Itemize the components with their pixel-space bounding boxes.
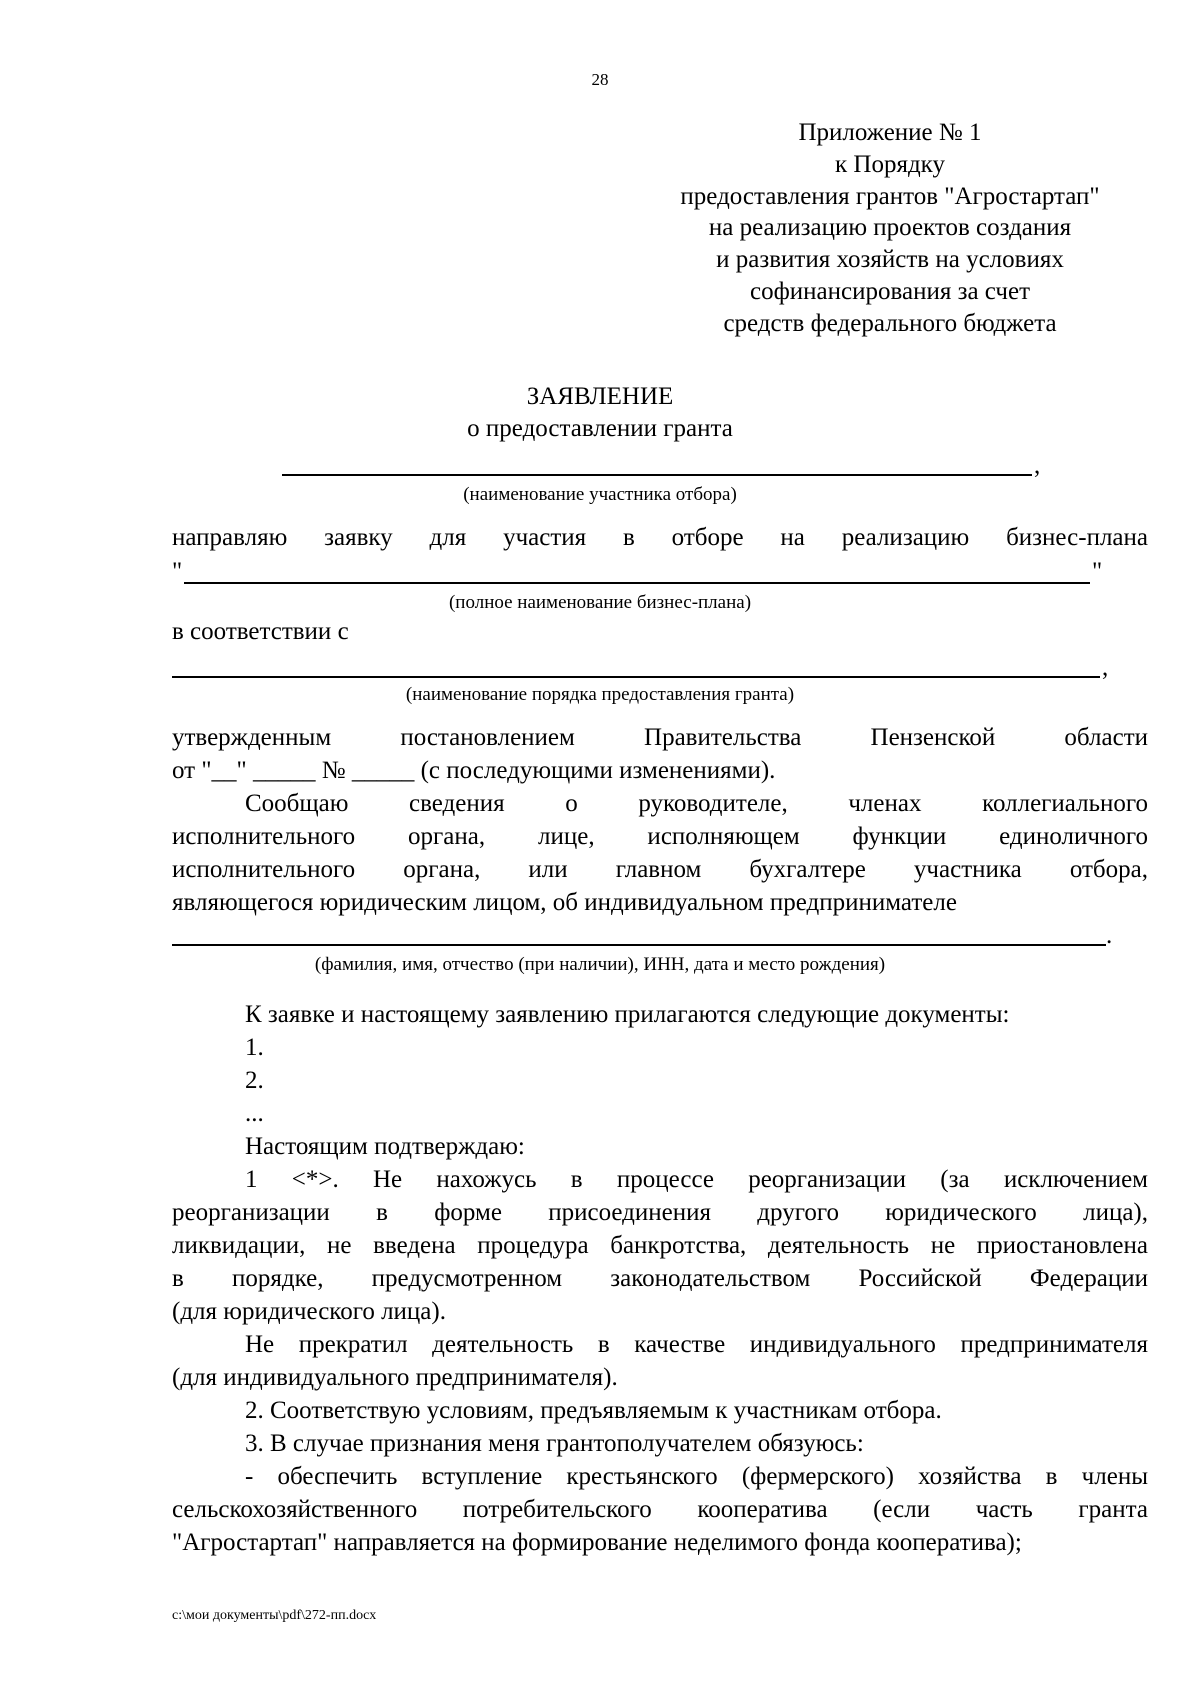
procedure-name-comma: , <box>1102 654 1109 681</box>
footer-file-path: c:\мои документы\pdf\272-пп.docx <box>172 1608 377 1623</box>
page-number: 28 <box>591 70 609 89</box>
info-paragraph-line: исполнительного органа, лице, исполняющем функции единоличного <box>172 823 1148 850</box>
appendix-line: на реализацию проектов создания <box>708 214 1072 242</box>
item1-line: реорганизации в форме присоединения другого юридического лица), <box>172 1199 1148 1226</box>
documents-list-item: 2. <box>245 1067 264 1094</box>
appendix-line: и развития хозяйств на условиях <box>716 246 1064 274</box>
appendix-line: Приложение № 1 <box>798 119 982 146</box>
procedure-name-line <box>172 676 1100 678</box>
business-plan-quote-close: " <box>1092 558 1103 585</box>
documents-list-item: 1. <box>245 1034 264 1061</box>
business-plan-quote-open: " <box>172 558 183 585</box>
person-details-dot: . <box>1106 922 1113 949</box>
confirm-intro: Настоящим подтверждаю: <box>245 1133 525 1160</box>
obligation-line: - обеспечить вступление крестьянского (фермерского) хозяйства в члены <box>245 1463 1148 1490</box>
person-details-line <box>172 944 1106 946</box>
ip-line: Не прекратил деятельность в качестве индивидуального предпринимателя <box>245 1331 1148 1358</box>
obligation-line: "Агростартап" направляется на формирование неделимого фонда кооператива); <box>172 1529 1022 1556</box>
approved-date-line: от "__" _____ № _____ (с последующими изменениями). <box>172 757 776 784</box>
obligation-line: сельскохозяйственного потребительского кооператива (если часть гранта <box>172 1496 1148 1523</box>
info-paragraph-line: исполнительного органа, или главном бухгалтере участника отбора, <box>172 856 1148 883</box>
documents-intro: К заявке и настоящему заявлению прилагаются следующие документы: <box>245 1001 1010 1028</box>
item1-line: ликвидации, не введена процедура банкротства, деятельность не приостановлена <box>172 1232 1148 1259</box>
business-plan-name-hint: (полное наименование бизнес-плана) <box>448 592 752 613</box>
info-paragraph-line: являющегося юридическим лицом, об индивидуальном предпринимателе <box>172 889 957 916</box>
item3-line: 3. В случае признания меня грантополучателем обязуюсь: <box>245 1430 864 1457</box>
info-paragraph-line: Сообщаю сведения о руководителе, членах коллегиального <box>245 790 1148 817</box>
appendix-line: софинансирования за счет <box>750 277 1030 305</box>
business-plan-name-line <box>184 582 1090 584</box>
send-application-line: направляю заявку для участия в отборе на реализацию бизнес-плана <box>172 524 1148 551</box>
document-title: ЗАЯВЛЕНИЕ <box>526 383 674 410</box>
accordance-line: в соответствии с <box>172 618 349 645</box>
appendix-header <box>648 117 1132 340</box>
person-details-hint: (фамилия, имя, отчество (при наличии), ИНН, дата и место рождения) <box>314 954 886 975</box>
participant-name-hint: (наименование участника отбора) <box>463 484 737 505</box>
ip-line: (для индивидуального предпринимателя). <box>172 1364 618 1391</box>
approved-line: утвержденным постановлением Правительства Пензенской области <box>172 724 1148 751</box>
appendix-line: к Порядку <box>835 150 945 178</box>
appendix-line: средств федерального бюджета <box>723 309 1057 337</box>
documents-list-item: ... <box>245 1100 264 1127</box>
item1-line: 1 <*>. Не нахожусь в процессе реорганизации (за исключением <box>245 1166 1148 1193</box>
item1-line: (для юридического лица). <box>172 1298 446 1325</box>
item2-line: 2. Соответствую условиям, предъявляемым к участникам отбора. <box>245 1397 942 1424</box>
procedure-name-hint: (наименование порядка предоставления гранта) <box>405 684 795 705</box>
participant-name-line <box>282 474 1032 476</box>
participant-name-comma: , <box>1034 452 1041 479</box>
appendix-line: предоставления грантов "Агростартап" <box>680 182 1100 210</box>
document-subtitle: о предоставлении гранта <box>467 415 733 442</box>
item1-line: в порядке, предусмотренном законодательством Российской Федерации <box>172 1265 1148 1292</box>
